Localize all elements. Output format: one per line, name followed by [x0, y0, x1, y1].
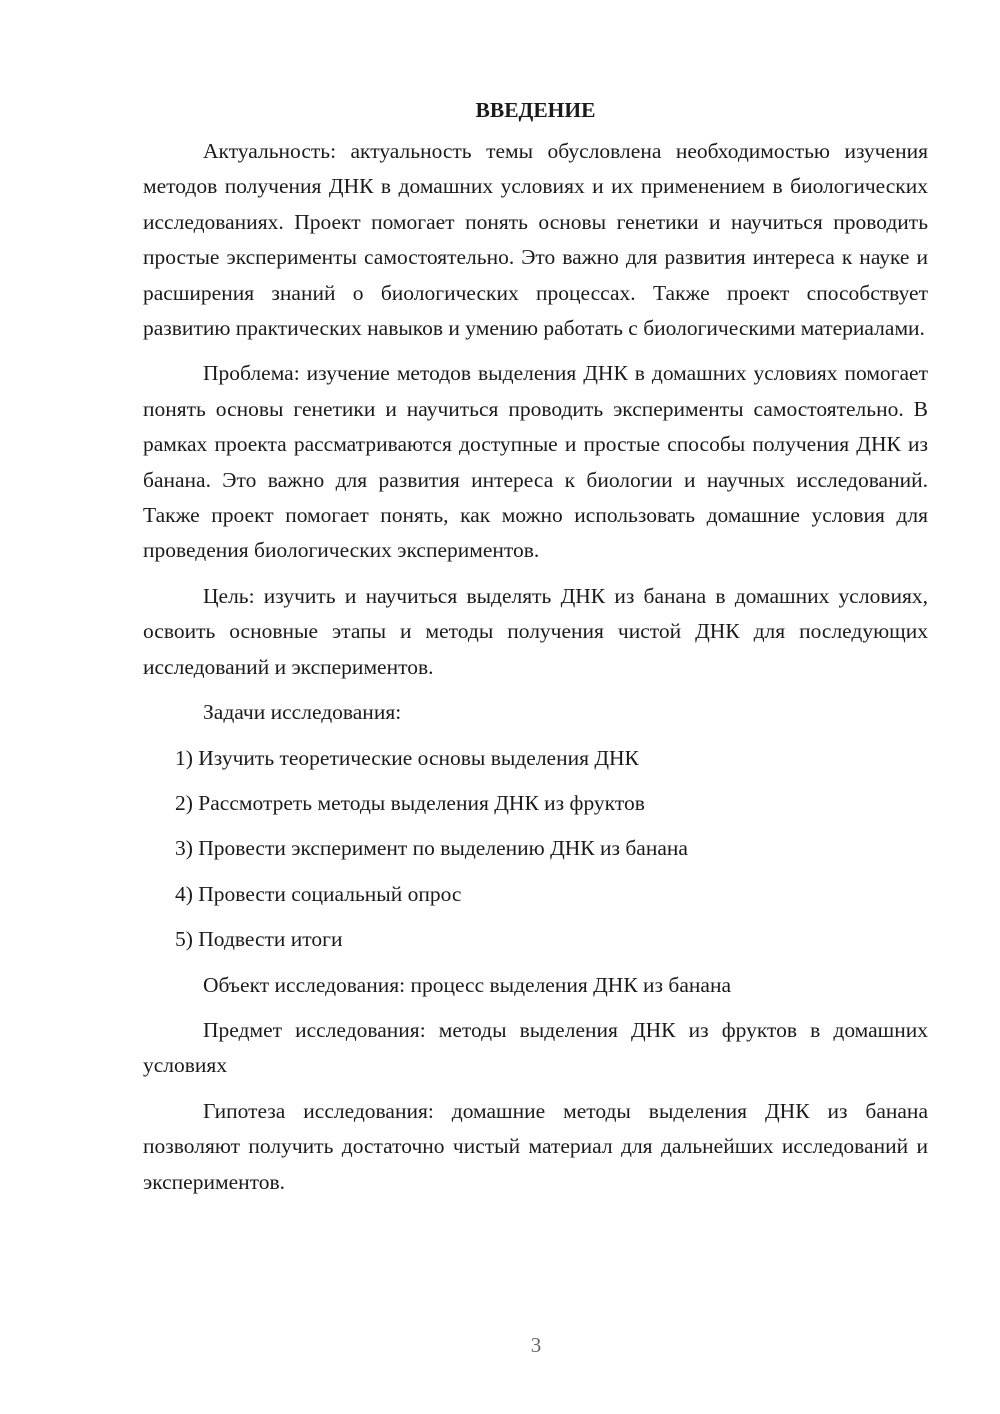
list-item: 5) Подвести итоги [175, 927, 343, 952]
hypothesis-paragraph: Гипотеза исследования: домашние методы выделения ДНК из банана позволяют получить достаточно чистый материал для дальнейших исследований и экспериментов. [143, 1098, 928, 1194]
relevance-paragraph: Актуальность: актуальность темы обусловлена необходимостью изучения методов получения ДНК в домашних условиях и их применением в биологических исследованиях. Проект помогает понять основы генетики и научиться проводить простые эксперименты самостоятельно. Это важно для развития интереса к науке и расширения знаний о биологических процессах. Также проект способствует развитию практических навыков и умению работать с биологическими материалами. [143, 139, 928, 341]
list-item: 3) Провести эксперимент по выделению ДНК из банана [175, 836, 688, 861]
object-paragraph: Объект исследования: процесс выделения ДНК из банана [203, 972, 731, 997]
list-item: 1) Изучить теоретические основы выделения ДНК [175, 745, 639, 770]
page-title: ВВЕДЕНИЕ [475, 98, 596, 122]
page-number: 3 [530, 1333, 542, 1357]
list-item: 4) Провести социальный опрос [175, 881, 462, 906]
tasks-list [143, 741, 928, 958]
tasks-heading: Задачи исследования: [203, 700, 402, 725]
document-page [143, 92, 928, 1210]
goal-paragraph: Цель: изучить и научиться выделять ДНК из банана в домашних условиях, освоить основные этапы и методы получения чистой ДНК для последующих исследований и экспериментов. [143, 583, 928, 679]
list-item: 2) Рассмотреть методы выделения ДНК из фруктов [175, 790, 645, 815]
problem-paragraph: Проблема: изучение методов выделения ДНК в домашних условиях помогает понять основы генетики и научиться проводить эксперименты самостоятельно. В рамках проекта рассматриваются доступные и простые способы получения ДНК из банана. Это важно для развития интереса к биологии и научных исследований. Также проект помогает понять, как можно использовать домашние условия для проведения биологических экспериментов. [143, 361, 928, 563]
subject-paragraph: Предмет исследования: методы выделения ДНК из фруктов в домашних условиях [143, 1017, 928, 1078]
